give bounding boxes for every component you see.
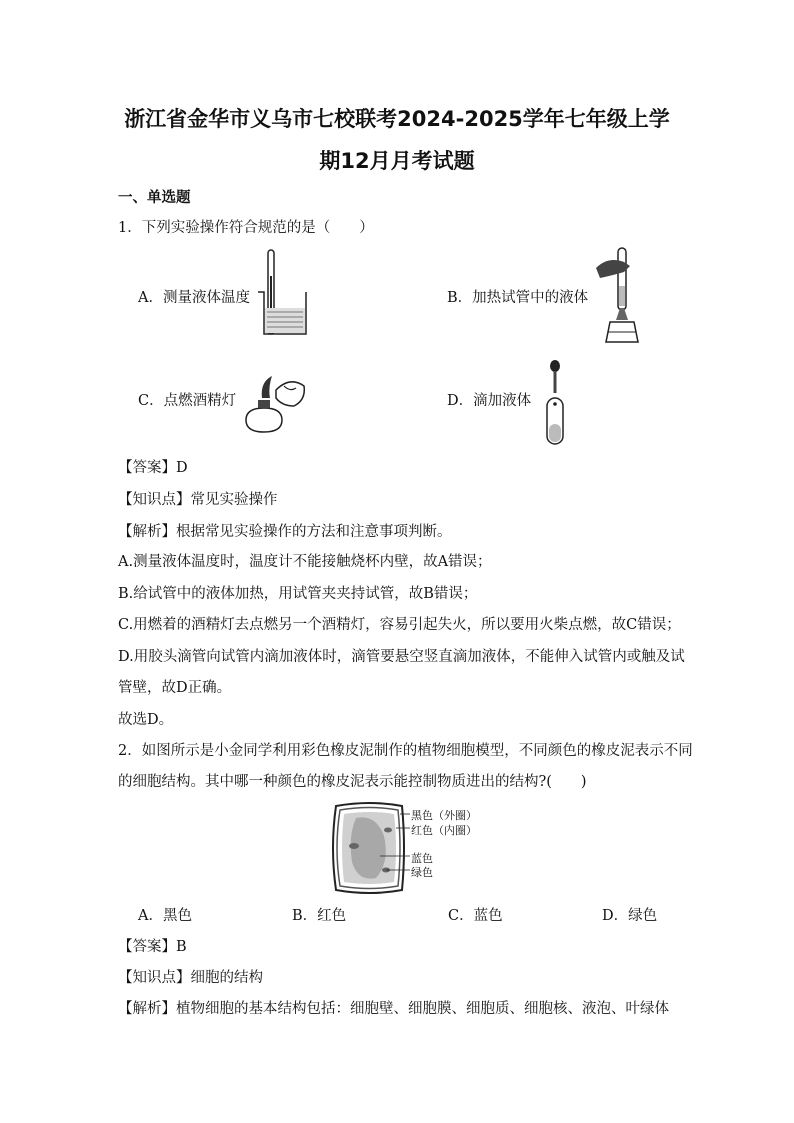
q1-answer: 【答案】D	[118, 460, 188, 476]
q2-option-c: C．蓝色	[448, 908, 503, 924]
q1-analysis-line-6: 管壁，故D正确。	[118, 680, 232, 696]
thermometer-beaker-icon	[254, 246, 310, 338]
q1-analysis-line-4: C.用燃着的酒精灯去点燃另一个酒精灯，容易引起失火，所以要用火柴点燃，故C错误；	[118, 617, 681, 633]
doc-title-line1: 浙江省金华市义乌市七校联考2024-2025学年七年级上学	[124, 107, 670, 131]
q2-knowledge-point: 【知识点】细胞的结构	[118, 970, 263, 986]
q2-analysis-line-1: 【解析】植物细胞的基本结构包括：细胞壁、细胞膜、细胞质、细胞核、液泡、叶绿体	[118, 1001, 669, 1017]
cell-label-black: 黑色（外圈）	[411, 809, 477, 822]
q1-analysis-line-1: 【解析】根据常见实验操作的方法和注意事项判断。	[118, 524, 452, 540]
section-heading: 一、单选题	[118, 190, 191, 206]
q1-analysis-line-3: B.给试管中的液体加热，用试管夹夹持试管，故B错误；	[118, 586, 478, 602]
q1-analysis-line-2: A.测量液体温度时，温度计不能接触烧杯内壁，故A错误；	[118, 554, 492, 570]
q1-stem: 1．下列实验操作符合规范的是（ ）	[118, 220, 374, 236]
q1-option-a: A．测量液体温度	[138, 290, 250, 306]
cell-label-red: 红色（内圈）	[411, 824, 477, 837]
q2-option-d: D．绿色	[602, 908, 658, 924]
dropper-test-tube-icon	[538, 358, 572, 448]
alcohol-lamp-icon	[240, 368, 310, 434]
q1-knowledge-point: 【知识点】常见实验操作	[118, 492, 278, 508]
q2-answer: 【答案】B	[118, 939, 187, 955]
q2-stem-line-1: 2．如图所示是小金同学利用彩色橡皮泥制作的植物细胞模型，不同颜色的橡皮泥表示不同	[118, 743, 693, 759]
q1-option-d: D．滴加液体	[447, 393, 532, 409]
heating-test-tube-icon	[594, 246, 650, 346]
q1-analysis-line-7: 故选D。	[118, 712, 174, 728]
q1-analysis-line-5: D.用胶头滴管向试管内滴加液体时，滴管要悬空竖直滴加液体，不能伸入试管内或触及试	[118, 649, 685, 665]
doc-title-line2: 期12月月考试题	[319, 149, 475, 173]
q1-option-b: B．加热试管中的液体	[447, 290, 589, 306]
q2-option-a: A．黑色	[138, 908, 192, 924]
q2-option-b: B．红色	[292, 908, 347, 924]
cell-label-blue: 蓝色	[411, 852, 433, 865]
cell-label-green: 绿色	[411, 866, 433, 879]
q1-option-c: C．点燃酒精灯	[138, 393, 237, 409]
q2-stem-line-2: 的细胞结构。其中哪一种颜色的橡皮泥表示能控制物质进出的结构?( )	[118, 774, 587, 790]
